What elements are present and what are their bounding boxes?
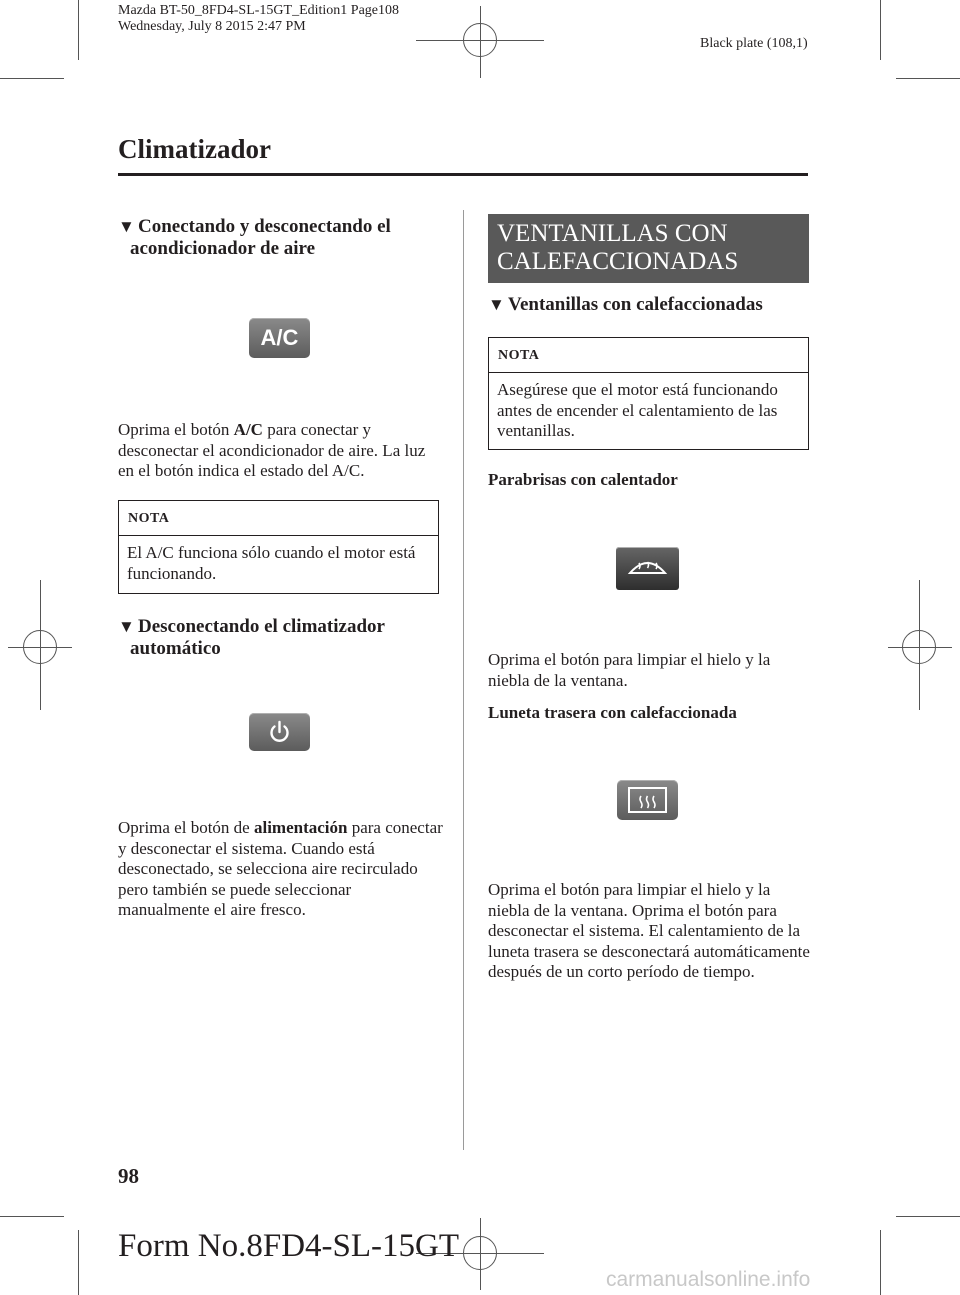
note-box-windows xyxy=(488,337,809,450)
form-number: Form No.8FD4-SL-15GT xyxy=(118,1228,460,1264)
power-instructions: Oprima el botón de alimentación para conectar y desconectar el sistema. Cuando está desconectado, se selecciona aire recirculado pero también se puede seleccionar manualmente el aire fresco. xyxy=(118,818,443,919)
ac-instructions: Oprima el botón A/C para conectar y desconectar el acondicionador de aire. La luz en el botón indica el estado del A/C. xyxy=(118,420,426,480)
triangle-bullet-icon: ▼ xyxy=(488,295,505,314)
note-heading: NOTA xyxy=(119,501,438,536)
title-rule xyxy=(118,173,808,176)
note-text: El A/C funciona sólo cuando el motor está funcionando. xyxy=(127,543,416,583)
watermark: carmanualsonline.info xyxy=(606,1268,811,1291)
power-button-icon xyxy=(249,713,310,751)
note-box-ac xyxy=(118,500,439,594)
ac-button-icon: A/C xyxy=(249,318,310,358)
rear-window-defroster-icon xyxy=(617,780,678,820)
plate-label: Black plate (108,1) xyxy=(700,36,808,51)
triangle-bullet-icon: ▼ xyxy=(118,617,135,636)
triangle-bullet-icon: ▼ xyxy=(118,217,135,236)
section-title: Climatizador xyxy=(118,134,271,164)
date-line: Wednesday, July 8 2015 2:47 PM xyxy=(118,19,306,34)
file-info-line: Mazda BT-50_8FD4-SL-15GT_Edition1 Page108 xyxy=(118,3,400,18)
subheading-ac-toggle: ▼ Conectando y desconectando el acondicionador de aire xyxy=(118,216,391,259)
column-divider xyxy=(463,210,464,1150)
section-banner: VENTANILLAS CON CALEFACCIONADAS xyxy=(488,214,809,283)
subheading-heated-windows: ▼ Ventanillas con calefaccionadas xyxy=(488,294,763,315)
heading-rear-window: Luneta trasera con calefaccionada xyxy=(488,703,737,722)
heading-heated-windshield: Parabrisas con calentador xyxy=(488,470,678,489)
windshield-defroster-icon xyxy=(616,547,679,590)
rear-window-instructions: Oprima el botón para limpiar el hielo y la niebla de la ventana. Oprima el botón para desconectar el sistema. El calentamiento de la luneta trasera se desconectará automáticamente después de un corto período de tiempo. xyxy=(488,880,810,981)
subheading-climate-off: ▼ Desconectando el climatizador automático xyxy=(118,616,385,659)
note-text: Asegúrese que el motor está funcionando antes de encender el calentamiento de las ventanillas. xyxy=(497,380,778,440)
windshield-instructions: Oprima el botón para limpiar el hielo y la niebla de la ventana. xyxy=(488,650,771,690)
note-heading: NOTA xyxy=(489,338,808,373)
page-number: 98 xyxy=(118,1164,139,1188)
